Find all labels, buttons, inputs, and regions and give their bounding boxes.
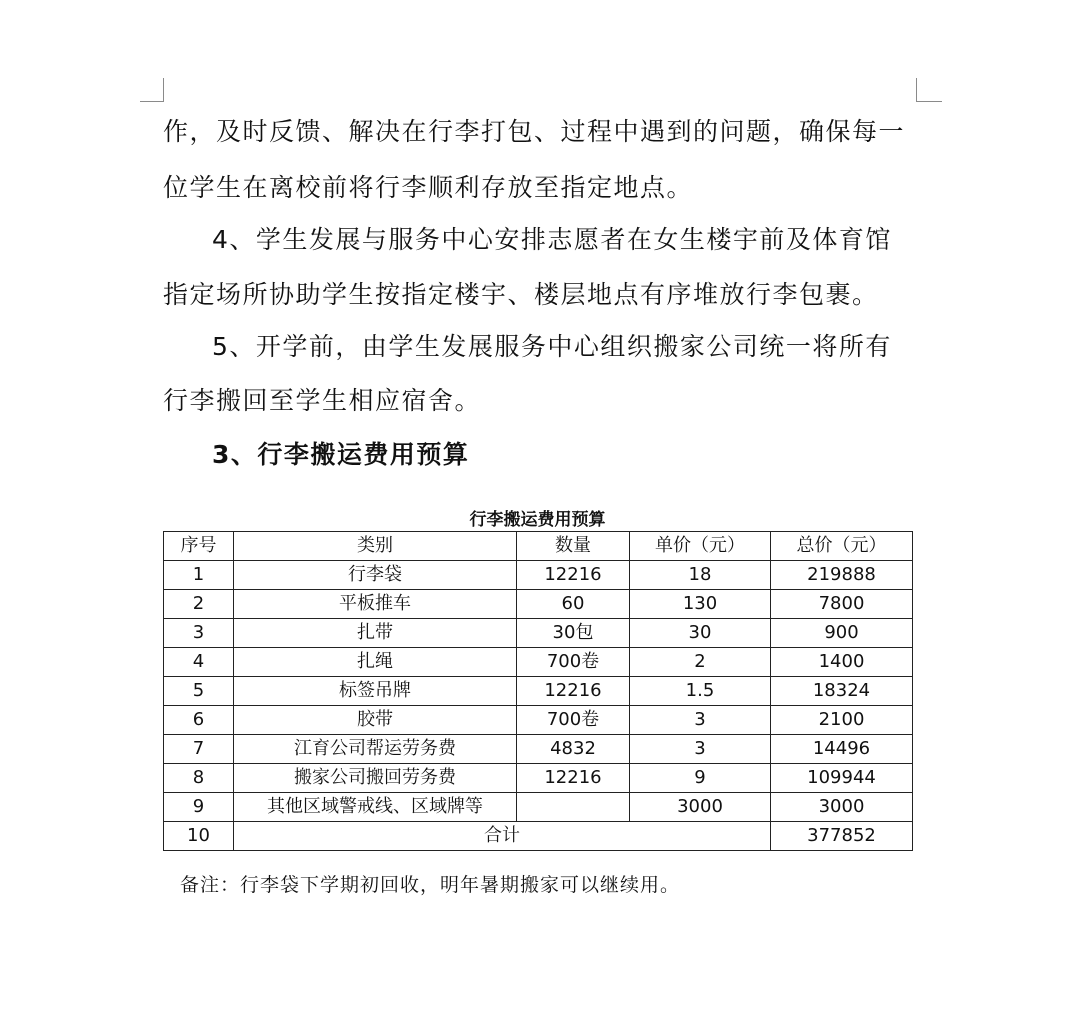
table-title: 行李搬运费用预算	[469, 510, 606, 530]
table-cell: 胶带	[234, 706, 517, 735]
table-cell: 3	[164, 619, 234, 648]
table-cell: 14496	[771, 735, 913, 764]
table-cell: 12216	[517, 764, 630, 793]
table-cell: 2	[630, 648, 771, 677]
table-row	[164, 735, 913, 764]
table-cell: 900	[771, 619, 913, 648]
body-paragraph-line: 5、开学前，由学生发展服务中心组织搬家公司统一将所有	[212, 332, 892, 361]
table-row	[164, 793, 913, 822]
table-cell: 6	[164, 706, 234, 735]
table-row	[164, 764, 913, 793]
table-cell: 标签吊牌	[234, 677, 517, 706]
table-cell: 5	[164, 677, 234, 706]
table-cell: 10	[164, 822, 234, 851]
table-cell: 8	[164, 764, 234, 793]
table-cell: 9	[164, 793, 234, 822]
table-cell: 平板推车	[234, 590, 517, 619]
table-cell: 12216	[517, 677, 630, 706]
table-cell: 130	[630, 590, 771, 619]
body-paragraph-line: 作，及时反馈、解决在行李打包、过程中遇到的问题，确保每一	[163, 117, 906, 146]
page-corner-mark-top-left	[163, 78, 164, 102]
table-cell: 700卷	[517, 648, 630, 677]
table-header-row	[164, 532, 913, 561]
table-cell: 7800	[771, 590, 913, 619]
body-paragraph-line: 指定场所协助学生按指定楼宇、楼层地点有序堆放行李包裹。	[163, 280, 879, 309]
table-note: 备注：行李袋下学期初回收，明年暑期搬家可以继续用。	[180, 874, 681, 896]
table-cell: 2100	[771, 706, 913, 735]
table-row	[164, 561, 913, 590]
body-paragraph-line: 位学生在离校前将行李顺利存放至指定地点。	[163, 173, 694, 202]
table-cell: 30包	[517, 619, 630, 648]
column-header: 单价（元）	[630, 532, 771, 561]
page-corner-mark-top-left	[140, 101, 164, 102]
table-cell: 3	[630, 706, 771, 735]
table-cell: 30	[630, 619, 771, 648]
budget-table	[163, 531, 913, 851]
table-cell: 109944	[771, 764, 913, 793]
table-cell: 7	[164, 735, 234, 764]
table-cell	[517, 793, 630, 822]
table-cell: 3000	[771, 793, 913, 822]
table-cell: 2	[164, 590, 234, 619]
table-cell: 700卷	[517, 706, 630, 735]
table-cell: 1	[164, 561, 234, 590]
body-paragraph-line: 行李搬回至学生相应宿舍。	[163, 386, 482, 415]
body-paragraph-line: 4、学生发展与服务中心安排志愿者在女生楼宇前及体育馆	[212, 225, 892, 254]
table-cell: 9	[630, 764, 771, 793]
table-cell: 1.5	[630, 677, 771, 706]
total-value: 377852	[771, 822, 913, 851]
table-cell: 219888	[771, 561, 913, 590]
table-cell: 3000	[630, 793, 771, 822]
table-cell: 1400	[771, 648, 913, 677]
table-cell: 60	[517, 590, 630, 619]
column-header: 类别	[234, 532, 517, 561]
section-heading: 3、行李搬运费用预算	[212, 440, 470, 469]
table-cell: 12216	[517, 561, 630, 590]
page-corner-mark-top-right	[916, 101, 942, 102]
table-cell: 行李袋	[234, 561, 517, 590]
total-label: 合计	[234, 822, 771, 851]
column-header: 总价（元）	[771, 532, 913, 561]
table-row	[164, 590, 913, 619]
table-row	[164, 706, 913, 735]
table-row	[164, 619, 913, 648]
table-cell: 扎带	[234, 619, 517, 648]
table-row	[164, 648, 913, 677]
table-cell: 18324	[771, 677, 913, 706]
column-header: 数量	[517, 532, 630, 561]
page-corner-mark-top-right	[916, 78, 917, 102]
table-cell: 搬家公司搬回劳务费	[234, 764, 517, 793]
table-cell: 扎绳	[234, 648, 517, 677]
table-cell: 4832	[517, 735, 630, 764]
table-cell: 3	[630, 735, 771, 764]
table-total-row	[164, 822, 913, 851]
table-cell: 江育公司帮运劳务费	[234, 735, 517, 764]
table-row	[164, 677, 913, 706]
table-cell: 18	[630, 561, 771, 590]
table-cell: 4	[164, 648, 234, 677]
table-cell: 其他区域警戒线、区域牌等	[234, 793, 517, 822]
column-header: 序号	[164, 532, 234, 561]
